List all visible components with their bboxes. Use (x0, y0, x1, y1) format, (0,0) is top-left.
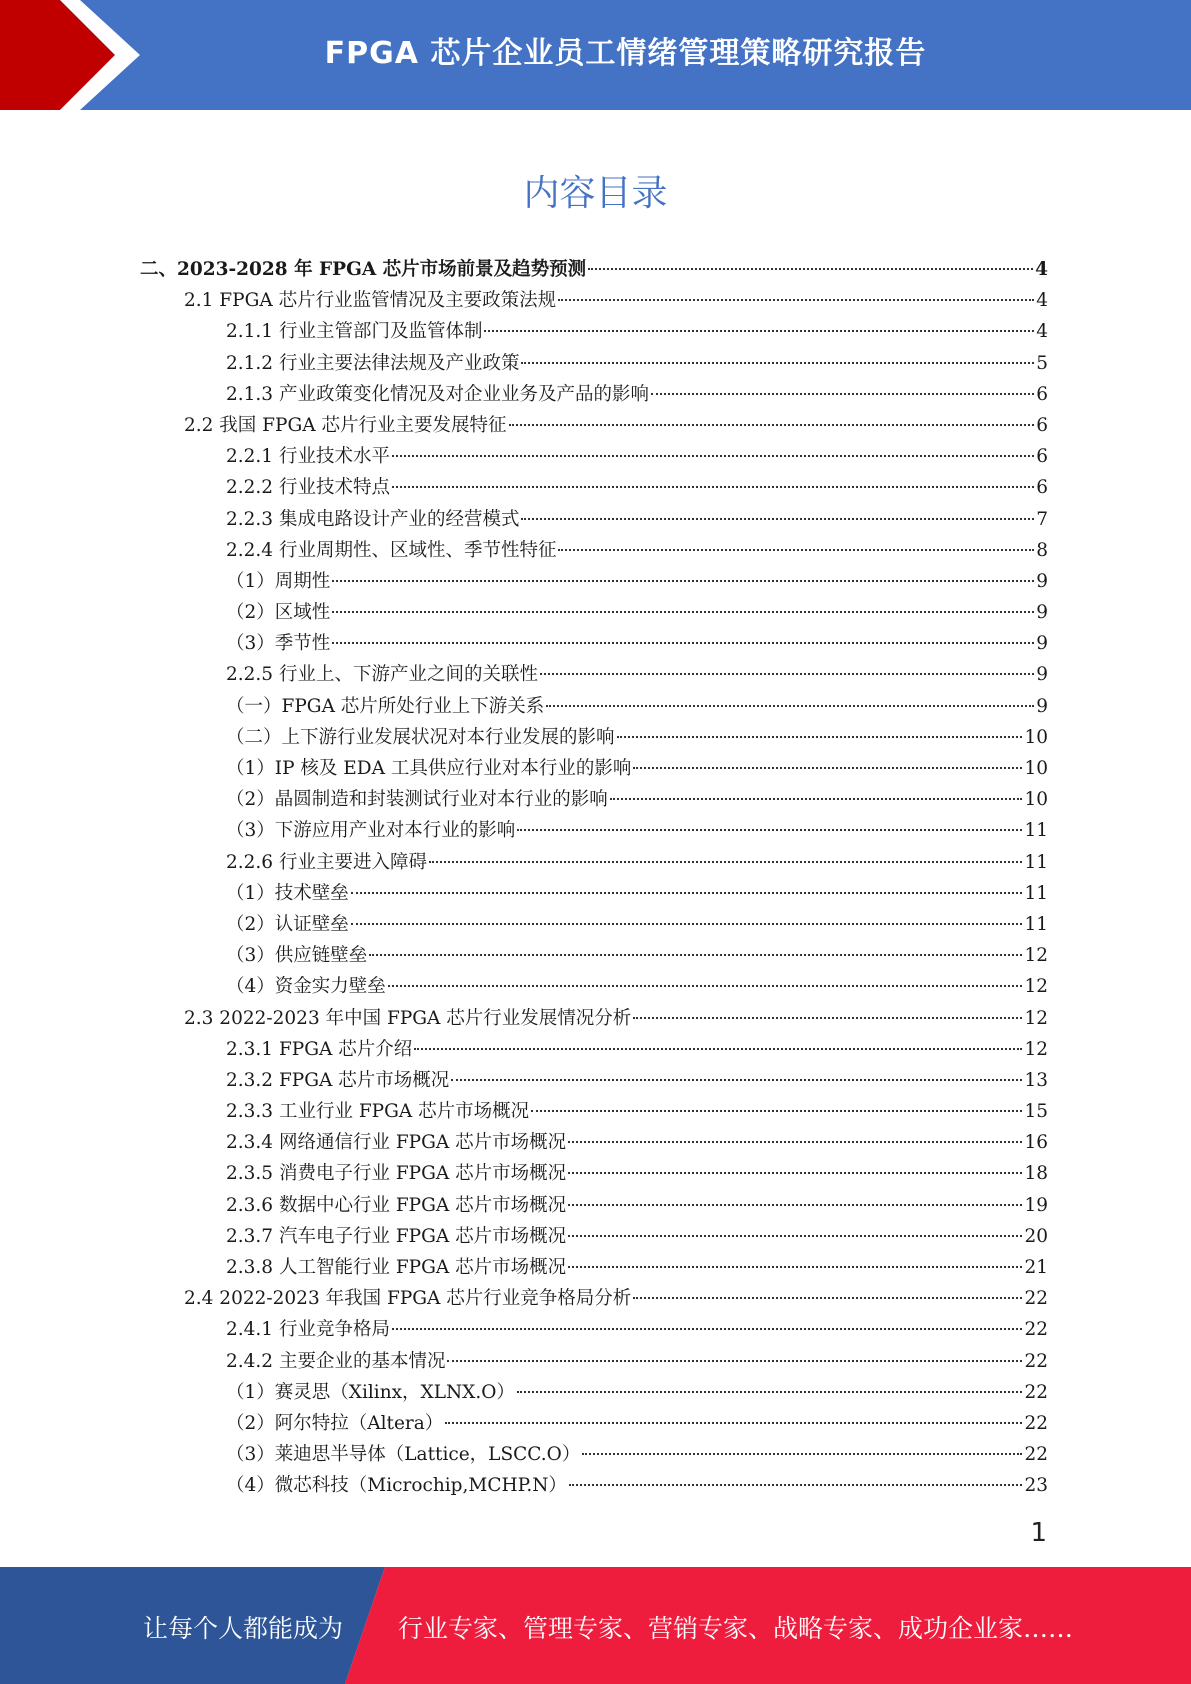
toc-entry-page: 22 (1024, 1288, 1048, 1310)
toc-entry-label: 2.2 我国 FPGA 芯片行业主要发展特征 (184, 414, 507, 436)
toc-entry-label: 2.2.1 行业技术水平 (226, 446, 390, 468)
toc-entry[interactable] (140, 1346, 1048, 1377)
toc-entry[interactable] (140, 1439, 1048, 1470)
dot-leader (568, 1172, 1022, 1174)
dot-leader (568, 1266, 1022, 1268)
toc-entry-page: 6 (1036, 477, 1048, 499)
dot-leader (531, 1110, 1022, 1112)
dot-leader (392, 1328, 1022, 1330)
toc-entry-label: （1）技术壁垒 (226, 882, 349, 904)
toc-entry[interactable] (140, 379, 1048, 410)
toc-entry[interactable] (140, 254, 1048, 285)
dot-leader (332, 642, 1034, 644)
toc-entry-page: 23 (1024, 1475, 1048, 1497)
toc-entry-label: （1）赛灵思（Xilinx，XLNX.O） (226, 1381, 515, 1403)
toc-entry-page: 9 (1036, 695, 1048, 717)
toc-entry-page: 8 (1036, 539, 1048, 561)
toc-entry[interactable] (140, 597, 1048, 628)
toc-entry-label: （4）微芯科技（Microchip,MCHP.N） (226, 1475, 567, 1497)
toc-entry[interactable] (140, 1003, 1048, 1034)
toc-entry-label: 2.3.4 网络通信行业 FPGA 芯片市场概况 (226, 1132, 567, 1154)
toc-entry[interactable] (140, 1096, 1048, 1127)
toc-entry-label: 2.4.2 主要企业的基本情况 (226, 1350, 446, 1372)
toc-entry-label: 二、2023-2028 年 FPGA 芯片市场前景及趋势预测 (140, 259, 587, 280)
toc-entry-label: 2.1.2 行业主要法律法规及产业政策 (226, 352, 520, 374)
toc-entry[interactable] (140, 878, 1048, 909)
dot-leader (517, 829, 1022, 831)
toc-entry-label: 2.1 FPGA 芯片行业监管情况及主要政策法规 (184, 290, 557, 312)
toc-entry[interactable] (140, 847, 1048, 878)
dot-leader (351, 892, 1023, 894)
toc-entry-page: 20 (1024, 1225, 1048, 1247)
toc-entry[interactable] (140, 722, 1048, 753)
toc-entry-label: 2.3.6 数据中心行业 FPGA 芯片市场概况 (226, 1194, 567, 1216)
toc-entry[interactable] (140, 1127, 1048, 1158)
dot-leader (517, 1391, 1023, 1393)
toc-entry-label: 2.2.6 行业主要进入障碍 (226, 851, 427, 873)
toc-entry-label: 2.1.3 产业政策变化情况及对企业业务及产品的影响 (226, 383, 649, 405)
dot-leader (568, 1141, 1022, 1143)
toc-entry-label: （3）下游应用产业对本行业的影响 (226, 820, 516, 842)
toc-entry-page: 12 (1024, 1038, 1048, 1060)
toc-entry-label: 2.3.8 人工智能行业 FPGA 芯片市场概况 (226, 1257, 567, 1278)
toc-entry-label: 2.1.1 行业主管部门及监管体制 (226, 321, 483, 343)
toc-entry-label: （3）供应链壁垒 (226, 945, 368, 967)
toc-entry[interactable] (140, 1314, 1048, 1345)
toc-entry[interactable] (140, 940, 1048, 971)
toc-entry-page: 11 (1024, 820, 1048, 842)
toc-entry-label: （3）季节性 (226, 633, 331, 655)
toc-entry[interactable] (140, 753, 1048, 784)
toc-entry[interactable] (140, 504, 1048, 535)
toc-entry-page: 4 (1036, 321, 1048, 343)
header-banner (0, 0, 1191, 110)
dot-leader (332, 580, 1034, 582)
dot-leader (447, 1360, 1022, 1362)
toc-heading: 内容目录 (523, 173, 668, 214)
toc-entry-label: 2.3.2 FPGA 芯片市场概况 (226, 1069, 450, 1091)
toc-entry-page: 4 (1036, 290, 1048, 312)
toc-entry-label: （一）FPGA 芯片所处行业上下游关系 (226, 695, 545, 717)
dot-leader (651, 393, 1034, 395)
toc-entry-label: 2.3.1 FPGA 芯片介绍 (226, 1038, 413, 1060)
dot-leader (484, 330, 1034, 332)
dot-leader (332, 611, 1034, 613)
toc-entry-label: （4）资金实力壁垒 (226, 976, 386, 998)
toc-entry[interactable] (140, 815, 1048, 846)
toc-entry[interactable] (140, 1034, 1048, 1065)
page-number: 1 (1030, 1518, 1047, 1548)
footer-slogan-left: 让每个人都能成为 (143, 1614, 344, 1643)
toc-entry-page: 12 (1024, 1007, 1048, 1029)
dot-leader (582, 1453, 1022, 1455)
dot-leader (392, 486, 1034, 488)
toc-entry-label: 2.2.5 行业上、下游产业之间的关联性 (226, 664, 538, 686)
toc-entry-page: 6 (1036, 414, 1048, 436)
dot-leader (558, 549, 1034, 551)
toc-entry-page: 22 (1024, 1444, 1048, 1466)
toc-entry-page: 16 (1024, 1132, 1048, 1154)
toc-entry[interactable] (140, 1190, 1048, 1221)
dot-leader (546, 705, 1034, 707)
toc-entry[interactable] (140, 659, 1048, 690)
dot-leader (521, 518, 1034, 520)
dot-leader (568, 1204, 1022, 1206)
toc-entry-page: 21 (1024, 1257, 1048, 1278)
dot-leader (414, 1048, 1022, 1050)
toc-entry-page: 11 (1024, 882, 1048, 904)
dot-leader (540, 673, 1034, 675)
toc-entry[interactable] (140, 909, 1048, 940)
toc-entry-page: 6 (1036, 383, 1048, 405)
toc-entry-page: 10 (1024, 726, 1048, 748)
toc-entry-label: （2）认证壁垒 (226, 913, 349, 935)
dot-leader (568, 1235, 1022, 1237)
toc-entry[interactable] (140, 1252, 1048, 1283)
toc-entry-label: 2.2.2 行业技术特点 (226, 477, 390, 499)
toc-entry[interactable] (140, 691, 1048, 722)
toc-entry[interactable] (140, 535, 1048, 566)
toc-entry-label: 2.4.1 行业竞争格局 (226, 1319, 390, 1341)
toc-entry[interactable] (140, 316, 1048, 347)
toc-entry-label: （2）晶圆制造和封装测试行业对本行业的影响 (226, 789, 608, 811)
toc-entry-label: （2）阿尔特拉（Altera） (226, 1412, 444, 1434)
toc-entry-label: （1）IP 核及 EDA 工具供应行业对本行业的影响 (226, 758, 632, 779)
toc-entry-page: 9 (1036, 664, 1048, 686)
toc-entry-label: 2.4 2022-2023 年我国 FPGA 芯片行业竞争格局分析 (184, 1288, 632, 1310)
toc-entry-page: 22 (1024, 1381, 1048, 1403)
toc-entry[interactable] (140, 1377, 1048, 1408)
dot-leader (633, 1297, 1022, 1299)
toc-entry-label: 2.3.5 消费电子行业 FPGA 芯片市场概况 (226, 1163, 567, 1185)
dot-leader (558, 299, 1034, 301)
toc-entry[interactable] (140, 441, 1048, 472)
toc-entry-page: 9 (1036, 570, 1048, 592)
toc-entry-page: 9 (1036, 633, 1048, 655)
toc-entry[interactable] (140, 285, 1048, 316)
toc-entry-page: 9 (1036, 602, 1048, 624)
toc-entry-page: 22 (1024, 1350, 1048, 1372)
dot-leader (445, 1422, 1022, 1424)
toc-entry-page: 10 (1024, 789, 1048, 811)
toc-entry-page: 4 (1035, 259, 1048, 280)
toc-entry[interactable] (140, 971, 1048, 1002)
footer-slogan-right: 行业专家、管理专家、营销专家、战略专家、成功企业家…… (398, 1614, 1074, 1643)
toc-entry[interactable] (140, 628, 1048, 659)
toc-entry-label: （二）上下游行业发展状况对本行业发展的影响 (226, 726, 615, 748)
toc-entry-page: 15 (1024, 1101, 1048, 1123)
dot-leader (521, 362, 1034, 364)
toc-entry-label: 2.3.7 汽车电子行业 FPGA 芯片市场概况 (226, 1225, 567, 1247)
toc-entry-label: （1）周期性 (226, 570, 331, 592)
toc-entry-page: 12 (1024, 945, 1048, 967)
toc-entry[interactable] (140, 1221, 1048, 1252)
dot-leader (392, 455, 1034, 457)
dot-leader (369, 954, 1022, 956)
toc-entry[interactable] (140, 566, 1048, 597)
toc-entry-page: 22 (1024, 1412, 1048, 1434)
toc-entry-label: 2.3 2022-2023 年中国 FPGA 芯片行业发展情况分析 (184, 1007, 632, 1029)
toc-entry-page: 7 (1036, 508, 1048, 530)
report-title: FPGA 芯片企业员工情绪管理策略研究报告 (324, 36, 927, 71)
toc-entry-label: 2.2.4 行业周期性、区域性、季节性特征 (226, 539, 557, 561)
dot-leader (451, 1079, 1022, 1081)
toc-entry-page: 6 (1036, 446, 1048, 468)
toc-entry-page: 18 (1024, 1163, 1048, 1185)
dot-leader (610, 798, 1023, 800)
toc-entry[interactable] (140, 784, 1048, 815)
dot-leader (617, 736, 1023, 738)
toc-entry-label: 2.3.3 工业行业 FPGA 芯片市场概况 (226, 1101, 530, 1123)
toc-entry[interactable] (140, 1283, 1048, 1314)
dot-leader (588, 268, 1033, 270)
dot-leader (633, 1017, 1022, 1019)
dot-leader (351, 923, 1023, 925)
toc-entry-page: 11 (1024, 913, 1048, 935)
toc-entry-page: 10 (1024, 758, 1048, 779)
toc-entry[interactable] (140, 1158, 1048, 1189)
dot-leader (429, 861, 1022, 863)
toc-entry[interactable] (140, 472, 1048, 503)
dot-leader (633, 767, 1022, 769)
toc-entry-page: 13 (1024, 1069, 1048, 1091)
dot-leader (509, 424, 1035, 426)
toc-entry-page: 5 (1036, 352, 1048, 374)
toc-entry-label: （2）区域性 (226, 602, 331, 624)
table-of-contents (140, 254, 1048, 1502)
toc-entry[interactable] (140, 1408, 1048, 1439)
toc-entry-label: （3）莱迪思半导体（Lattice，LSCC.O） (226, 1444, 581, 1466)
dot-leader (388, 985, 1023, 987)
footer-banner (0, 1567, 1191, 1684)
toc-entry-page: 12 (1024, 976, 1048, 998)
toc-entry[interactable] (140, 1470, 1048, 1501)
toc-entry-label: 2.2.3 集成电路设计产业的经营模式 (226, 508, 520, 530)
toc-entry[interactable] (140, 348, 1048, 379)
toc-entry[interactable] (140, 1065, 1048, 1096)
toc-entry[interactable] (140, 410, 1048, 441)
dot-leader (569, 1484, 1023, 1486)
toc-entry-page: 22 (1024, 1319, 1048, 1341)
toc-entry-page: 11 (1024, 851, 1048, 873)
toc-entry-page: 19 (1024, 1194, 1048, 1216)
